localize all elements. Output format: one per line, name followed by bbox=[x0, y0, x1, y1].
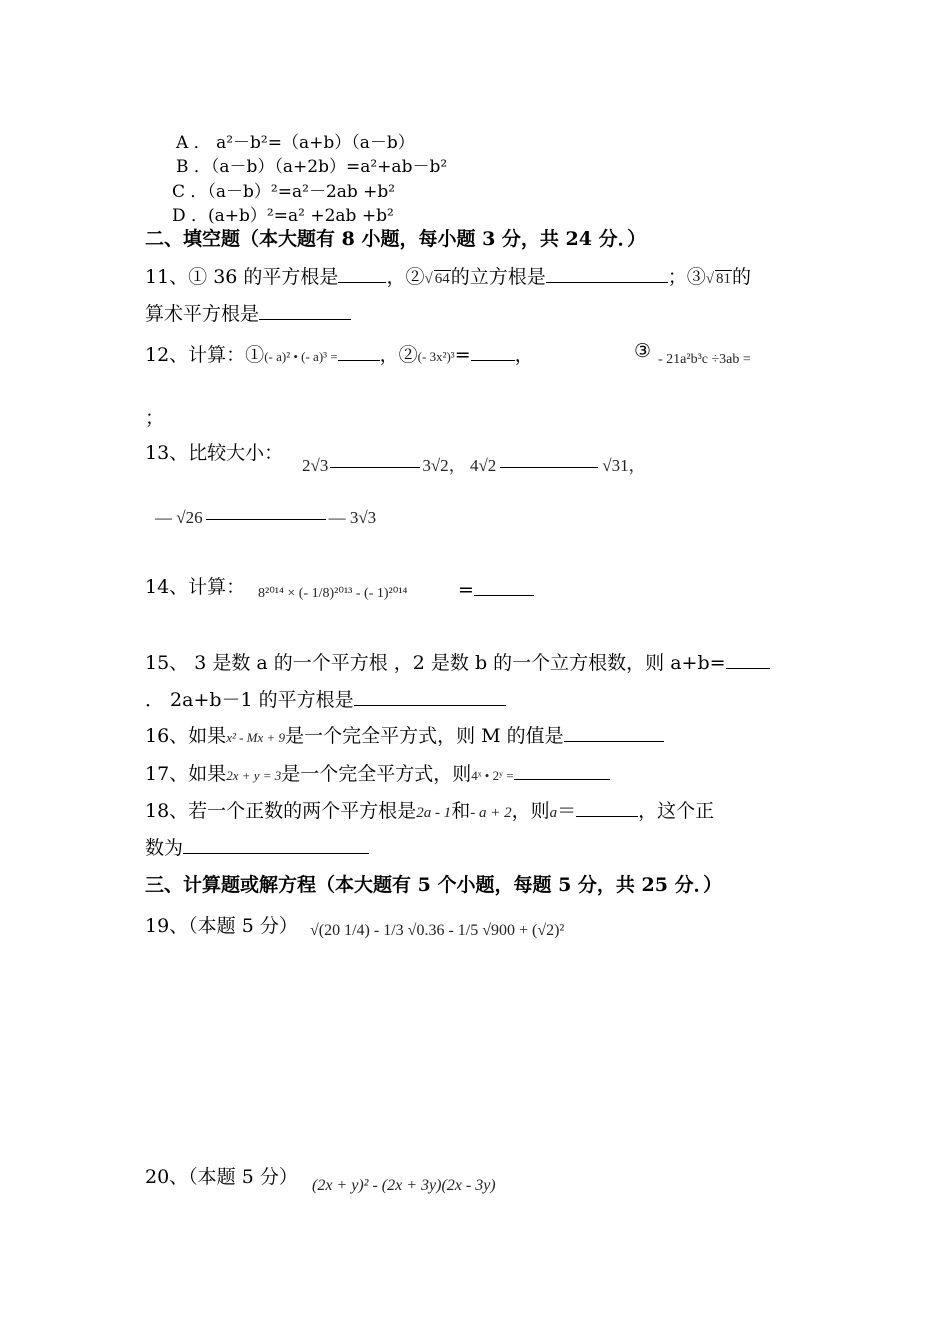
question-19: 19、（本题 5 分） bbox=[145, 915, 298, 937]
q12-blank-1[interactable] bbox=[338, 343, 380, 361]
q19-expr: √(20 1/4) - 1/3 √0.36 - 1/5 √900 + (√2)² bbox=[310, 922, 565, 939]
q13-blank-3[interactable] bbox=[206, 519, 326, 520]
q11-blank-2[interactable] bbox=[546, 265, 668, 283]
q12-end-semicolon: ； bbox=[145, 407, 165, 429]
q11-text-e: 的 bbox=[731, 266, 751, 288]
q12-text-a: 12、计算：① bbox=[145, 344, 265, 366]
q13-blank-2[interactable] bbox=[500, 467, 598, 468]
option-d: D ．(a+b）²=a² +2ab +b² bbox=[172, 206, 394, 226]
q12-expr-3: - 21a²b³c ÷3ab = bbox=[658, 352, 751, 367]
q12-expr-1: (- a)² • (- a)³ = bbox=[264, 349, 338, 364]
question-13 bbox=[145, 438, 283, 465]
q11-text-c: 的立方根是 bbox=[450, 266, 546, 288]
q18-expr-1: 2a - 1 bbox=[416, 805, 452, 821]
q13-text-a: 13、比较大小： bbox=[145, 442, 284, 464]
q14-text-a: 14、计算： bbox=[145, 576, 246, 598]
q11-sqrt-64: √ 64 bbox=[424, 271, 450, 287]
q11-text-d: ；③ bbox=[667, 266, 706, 288]
q13-blank-1[interactable] bbox=[330, 467, 420, 468]
q11-text-b: ，② bbox=[386, 266, 425, 288]
question-14 bbox=[145, 572, 245, 599]
q12-text-d: ， bbox=[514, 344, 534, 366]
section-title-fill-in: 二、填空题（本大题有 8 小题，每小题 3 分，共 24 分．） bbox=[145, 228, 647, 250]
question-12 bbox=[145, 340, 534, 367]
option-b: B ．（a－b）（a+2b）=a²+ab－b² bbox=[176, 157, 448, 177]
question-20: 20、（本题 5 分） bbox=[145, 1166, 298, 1188]
q20-expr: (2x + y)² - (2x + 3y)(2x - 3y) bbox=[312, 1177, 496, 1194]
q11-text-f: 算术平方根是 bbox=[145, 303, 260, 325]
question-17: 17、如果2x + y = 3是一个完全平方式，则4ˣ • 2ʸ = bbox=[145, 759, 610, 786]
q15-blank-1[interactable] bbox=[726, 651, 770, 669]
q12-blank-2[interactable] bbox=[471, 343, 515, 361]
q17-expr-2: 4ˣ • 2ʸ = bbox=[471, 768, 514, 783]
q13-expr-4sqrt2: 4√2 bbox=[469, 456, 497, 475]
question-12-part3 bbox=[634, 340, 651, 362]
q17-expr: 2x + y = 3 bbox=[226, 768, 282, 783]
q12-text-b: ，② bbox=[379, 344, 418, 366]
q12-expr-2: (- 3x²)³ bbox=[417, 349, 455, 364]
q13-compare-row-1: 2√3 3√2， 4√2 √31， bbox=[302, 456, 646, 476]
q12-text-c: = bbox=[454, 344, 471, 366]
q16-blank[interactable] bbox=[564, 724, 664, 742]
question-15: 15、 3 是数 a 的一个平方根 ，2 是数 b 的一个立方根数，则 a+b= bbox=[145, 648, 770, 675]
question-16: 16、如果x² - Mx + 9是一个完全平方式，则 M 的值是 bbox=[145, 721, 664, 748]
option-a: A ． a²－b²=（a+b）（a－b） bbox=[176, 133, 415, 153]
question-18: 18、若一个正数的两个平方根是2a - 1和- a + 2，则a＝ ，这个正 bbox=[145, 800, 715, 822]
q13-expr-sqrt26: √26 bbox=[176, 508, 203, 527]
q11-text-a: 11、① 36 的平方根是 bbox=[145, 266, 339, 288]
q11-blank-1[interactable] bbox=[338, 265, 386, 283]
q14-blank[interactable] bbox=[474, 578, 534, 596]
q18-blank-2[interactable] bbox=[183, 836, 369, 854]
question-11-line2 bbox=[145, 299, 351, 326]
q14-answer: = bbox=[458, 578, 534, 601]
q11-blank-3[interactable] bbox=[259, 302, 351, 320]
q13-expr-2sqrt3: 2√3 bbox=[302, 456, 329, 475]
q14-expr: 8²⁰¹⁴ × (- 1/8)²⁰¹³ - (- 1)²⁰¹⁴ bbox=[258, 586, 408, 601]
q13-expr-3sqrt3: 3√3 bbox=[349, 508, 377, 527]
q15-blank-2[interactable] bbox=[354, 688, 506, 706]
q11-sqrt-81: √ 81 bbox=[705, 271, 731, 287]
q18-expr-3: a bbox=[549, 805, 558, 821]
q16-expr: x² - Mx + 9 bbox=[226, 730, 286, 745]
option-c: C ．（a－b）²=a²－2ab +b² bbox=[172, 182, 396, 202]
q17-blank[interactable] bbox=[514, 762, 610, 780]
question-15-line2: ． 2a+b－1 的平方根是 bbox=[145, 685, 506, 712]
section-title-calculation: 三、计算题或解方程（本大题有 5 个小题，每题 5 分，共 25 分．） bbox=[145, 874, 723, 896]
question-18-line2: 数为 bbox=[145, 833, 369, 860]
q13-expr-3sqrt2: 3√2 bbox=[422, 456, 449, 475]
question-11 bbox=[145, 262, 751, 289]
q18-blank-1[interactable] bbox=[576, 799, 638, 817]
q13-compare-row-2: — √26 — 3√3 bbox=[155, 508, 377, 527]
q13-expr-sqrt31: √31 bbox=[602, 456, 629, 475]
q12-text-e: ③ bbox=[634, 340, 652, 362]
q18-expr-2: - a + 2 bbox=[470, 805, 512, 821]
